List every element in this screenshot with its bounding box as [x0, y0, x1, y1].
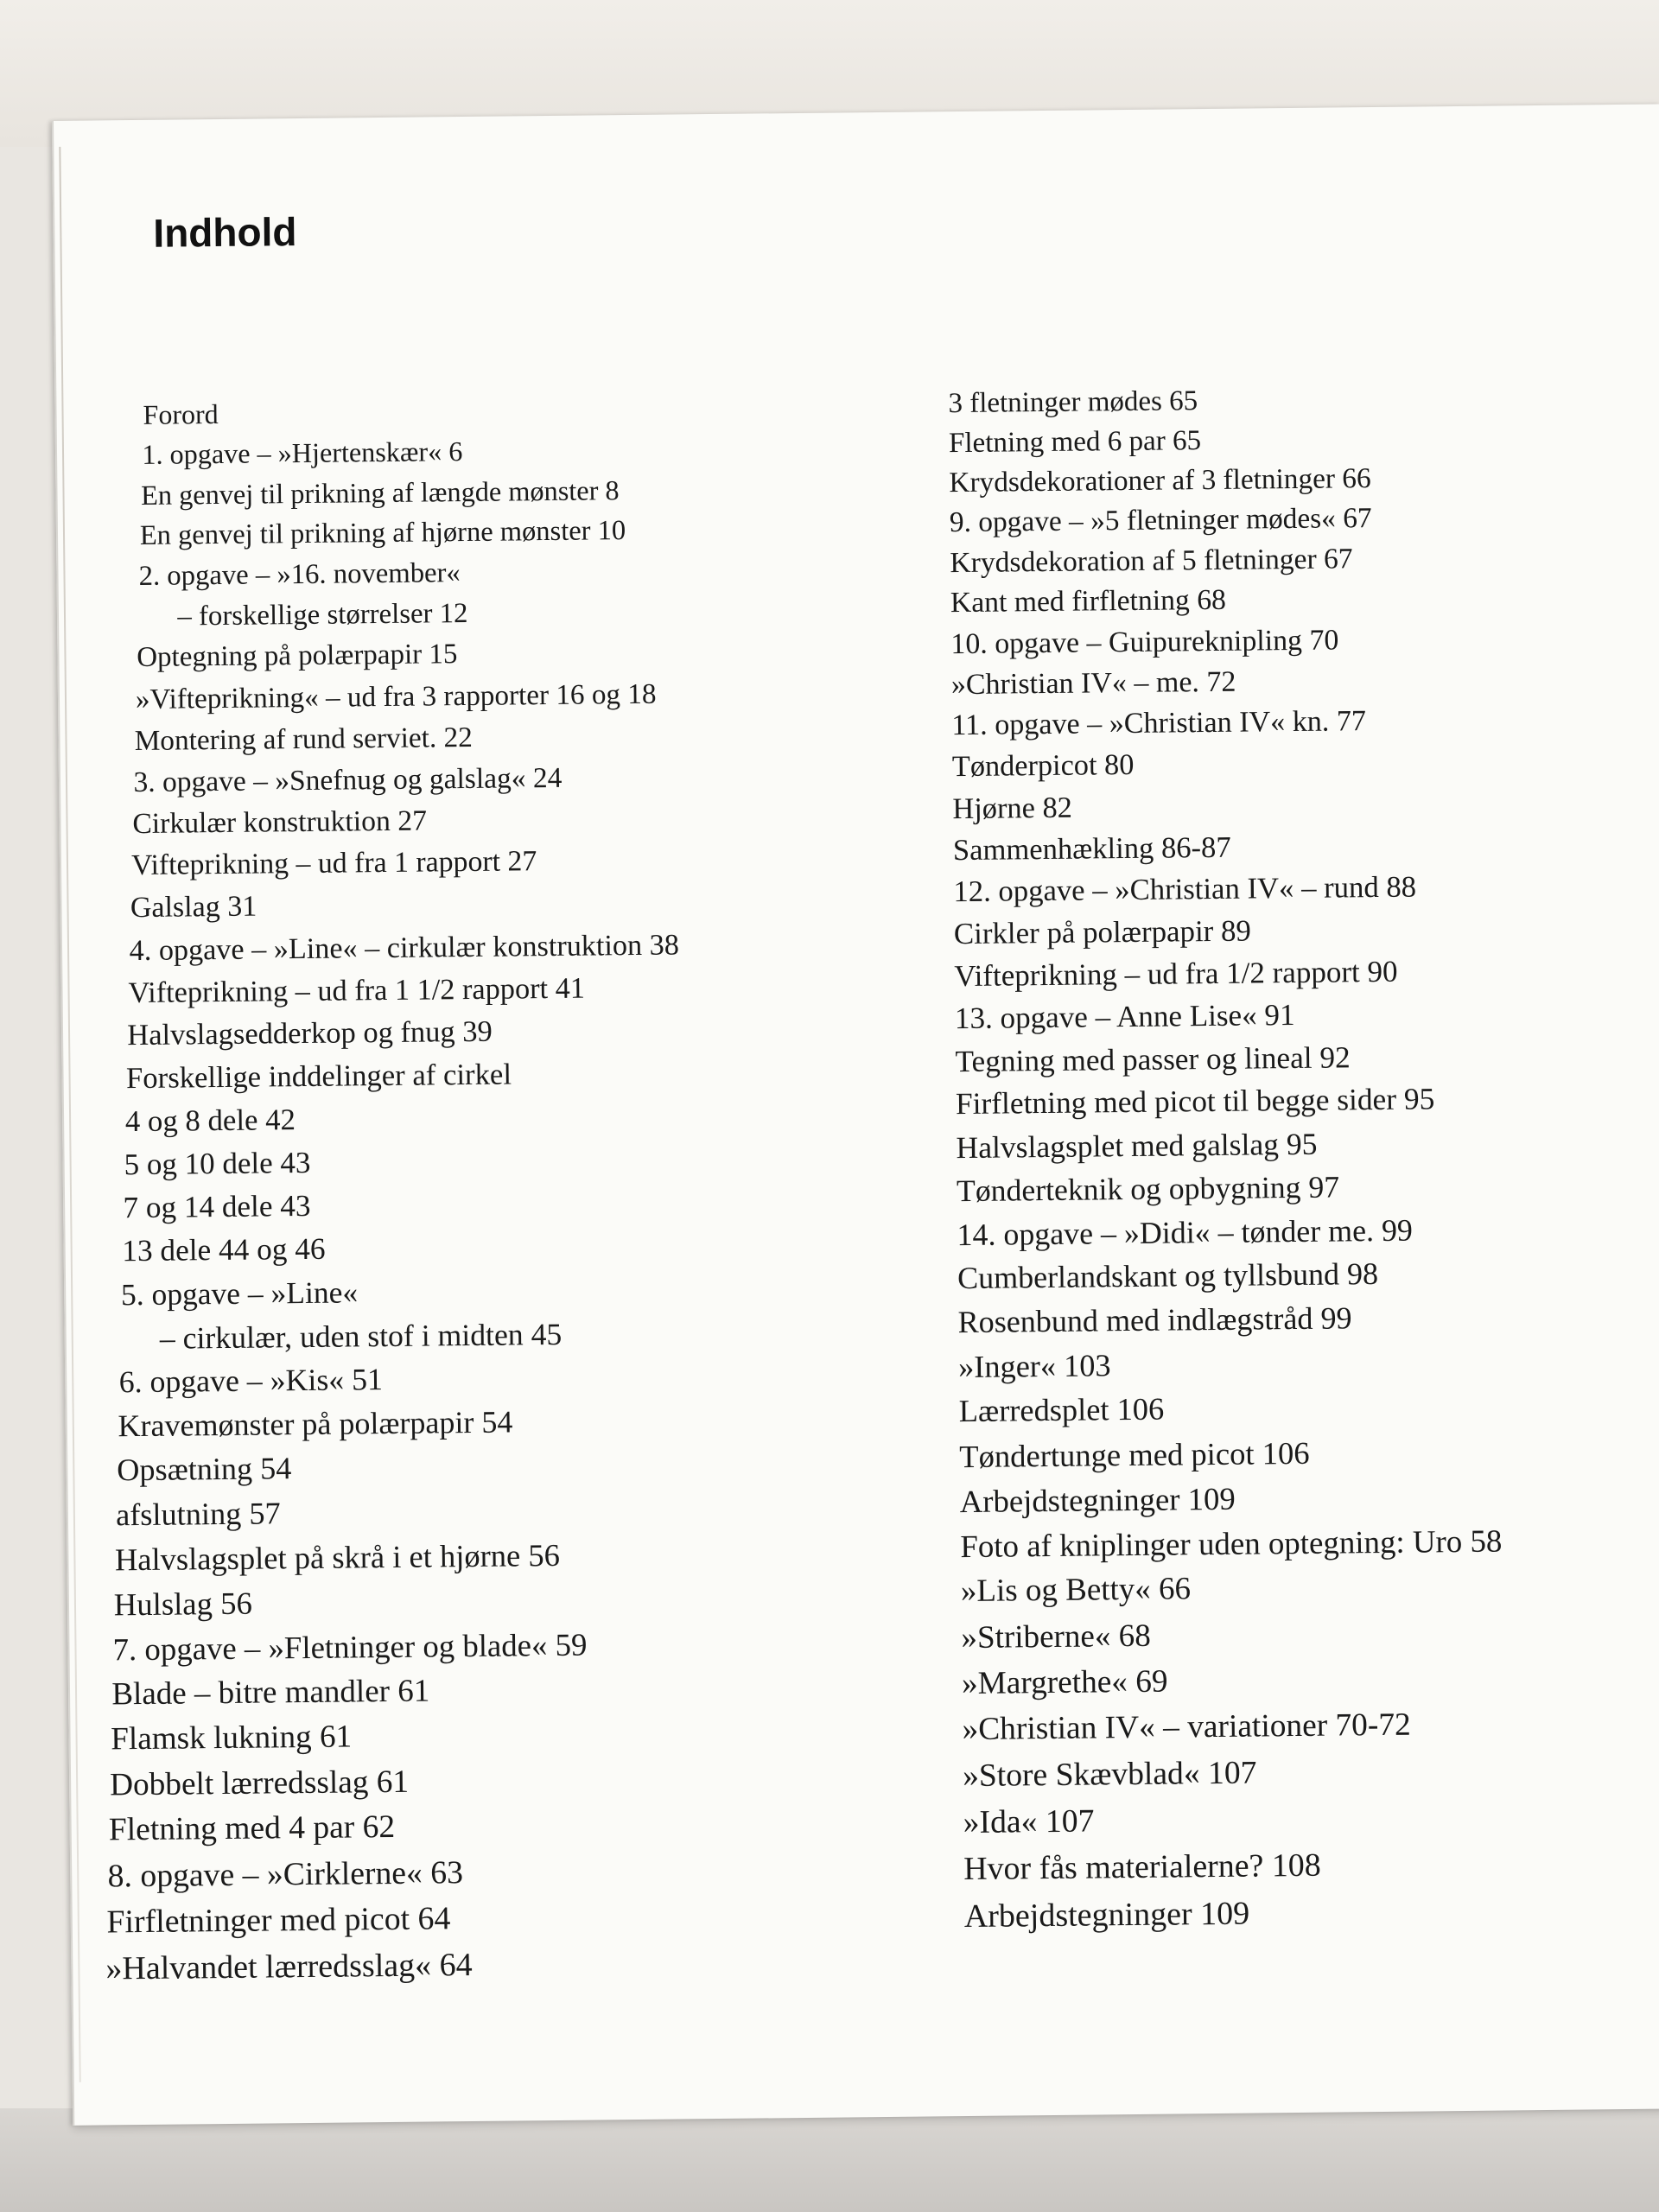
toc-entry: Kravemønster på polærpapir 54 [118, 1404, 513, 1444]
toc-entry: »Ida« 107 [963, 1802, 1095, 1841]
toc-entry: »Lis og Betty« 66 [960, 1571, 1192, 1610]
toc-entry: »Halvandet lærredsslag« 64 [105, 1946, 473, 1987]
toc-entry: 9. opgave – »5 fletninger mødes« 67 [949, 502, 1372, 539]
toc-entry: Dobbelt lærredsslag 61 [109, 1764, 410, 1803]
toc-entry: 13 dele 44 og 46 [122, 1231, 326, 1268]
toc-entry: »Christian IV« – me. 72 [950, 665, 1236, 702]
toc-entry: 14. opgave – »Didi« – tønder me. 99 [957, 1212, 1414, 1252]
toc-entry: Tøndertunge med picot 106 [959, 1434, 1310, 1474]
toc-entry: Vifteprikning – ud fra 1 rapport 27 [130, 845, 537, 882]
toc-entry: Halvslagsplet på skrå i et hjørne 56 [114, 1537, 561, 1578]
toc-entry: Cumberlandskant og tyllsbund 98 [957, 1256, 1379, 1296]
toc-entry: Montering af rund serviet. 22 [134, 721, 474, 757]
toc-left-column [105, 389, 690, 1992]
toc-entry: 4. opgave – »Line« – cirkulær konstruktion 38 [129, 929, 680, 967]
toc-entry: 7 og 14 dele 43 [123, 1188, 311, 1225]
toc-entry: 6. opgave – »Kis« 51 [118, 1362, 384, 1400]
toc-entry: 12. opgave – »Christian IV« – rund 88 [953, 869, 1417, 909]
toc-entry: Forskellige inddelinger af cirkel [125, 1057, 512, 1096]
toc-entry: 10. opgave – Guipureknipling 70 [950, 624, 1339, 661]
toc-entry: Cirkulær konstruktion 27 [132, 804, 428, 841]
toc-entry: Hjørne 82 [952, 791, 1073, 825]
toc-entry: Firfletning med picot til begge sider 95 [955, 1081, 1435, 1122]
toc-entry: Opsætning 54 [117, 1451, 292, 1488]
toc-right-column [948, 379, 1506, 1940]
toc-entry: Sammenhækling 86-87 [952, 830, 1231, 867]
toc-entry: Fletning med 4 par 62 [108, 1809, 396, 1848]
toc-entry: Tønderpicot 80 [951, 747, 1135, 783]
toc-entry: Halvslagsedderkop og fnug 39 [127, 1014, 493, 1052]
toc-entry: Vifteprikning – ud fra 1/2 rapport 90 [954, 955, 1398, 994]
toc-entry: »Striberne« 68 [961, 1618, 1151, 1656]
toc-entry: 1. opgave – »Hjertenskær« 6 [142, 435, 463, 471]
background-table [0, 2108, 1659, 2212]
toc-entry: 11. opgave – »Christian IV« kn. 77 [951, 705, 1367, 742]
toc-entry: afslutning 57 [115, 1496, 281, 1532]
toc-entry: 5. opgave – »Line« [120, 1274, 359, 1313]
toc-entry: 13. opgave – Anne Lise« 91 [954, 998, 1295, 1036]
toc-entry: »Inger« 103 [957, 1347, 1111, 1384]
toc-entry: 3. opgave – »Snefnug og galslag« 24 [133, 761, 563, 798]
toc-entry: – forskellige størrelser 12 [177, 597, 468, 632]
toc-entry: Krydsdekorationer af 3 fletninger 66 [949, 462, 1371, 499]
toc-entry: Hulslag 56 [113, 1585, 252, 1623]
toc-entry: Rosenbund med indlægstråd 99 [957, 1300, 1352, 1340]
toc-entry: Optegning på polærpapir 15 [137, 639, 458, 674]
book-page [52, 105, 1659, 2126]
toc-entry: 7. opgave – »Fletninger og blade« 59 [112, 1626, 588, 1668]
toc-entry: Galslag 31 [130, 890, 257, 925]
toc-entry: Tegning med passer og lineal 92 [955, 1040, 1351, 1078]
toc-entry: Halvslagsplet med galslag 95 [956, 1127, 1318, 1166]
toc-entry: Flamsk lukning 61 [111, 1719, 353, 1758]
toc-entry: En genvej til prikning af længde mønster 8 [140, 474, 620, 511]
toc-entry: Forord [143, 398, 219, 430]
toc-entry: Arbejdstegninger 109 [963, 1895, 1250, 1935]
toc-entry: En genvej til prikning af hjørne mønster 10 [139, 514, 626, 551]
toc-entry: »Margrethe« 69 [961, 1663, 1168, 1701]
toc-entry: Hvor fås materialerne? 108 [963, 1847, 1321, 1888]
toc-entry: Cirkler på polærpapir 89 [953, 913, 1252, 950]
page-title: Indhold [153, 209, 297, 256]
toc-entry: Blade – bitre mandler 61 [111, 1673, 430, 1713]
toc-entry: Arbejdstegninger 109 [959, 1480, 1236, 1519]
toc-entry: 3 fletninger mødes 65 [948, 385, 1198, 420]
toc-entry: 8. opgave – »Cirklerne« 63 [107, 1854, 464, 1895]
toc-entry: Vifteprikning – ud fra 1 1/2 rapport 41 [128, 971, 586, 1009]
page-fold [59, 147, 80, 2082]
toc-entry: 5 og 10 dele 43 [124, 1145, 311, 1181]
toc-entry: Foto af kniplinger uden optegning: Uro 58 [960, 1522, 1503, 1564]
toc-entry: Kant med firfletning 68 [950, 583, 1227, 620]
toc-entry: »Store Skævblad« 107 [962, 1755, 1257, 1794]
toc-entry: Firfletninger med picot 64 [106, 1900, 451, 1941]
toc-entry: Lærredsplet 106 [958, 1391, 1165, 1429]
toc-entry: 4 og 8 dele 42 [124, 1103, 296, 1139]
toc-entry: Tønderteknik og opbygning 97 [956, 1169, 1340, 1209]
toc-entry: Krydsdekoration af 5 fletninger 67 [950, 542, 1353, 579]
toc-entry: 2. opgave – »16. november« [138, 556, 461, 592]
toc-entry: »Christian IV« – variationer 70-72 [962, 1707, 1411, 1748]
toc-entry: »Vifteprikning« – ud fra 3 rapporter 16 og 18 [135, 677, 657, 716]
toc-entry: Fletning med 6 par 65 [948, 424, 1202, 459]
toc-entry: – cirkulær, uden stof i midten 45 [159, 1316, 563, 1356]
